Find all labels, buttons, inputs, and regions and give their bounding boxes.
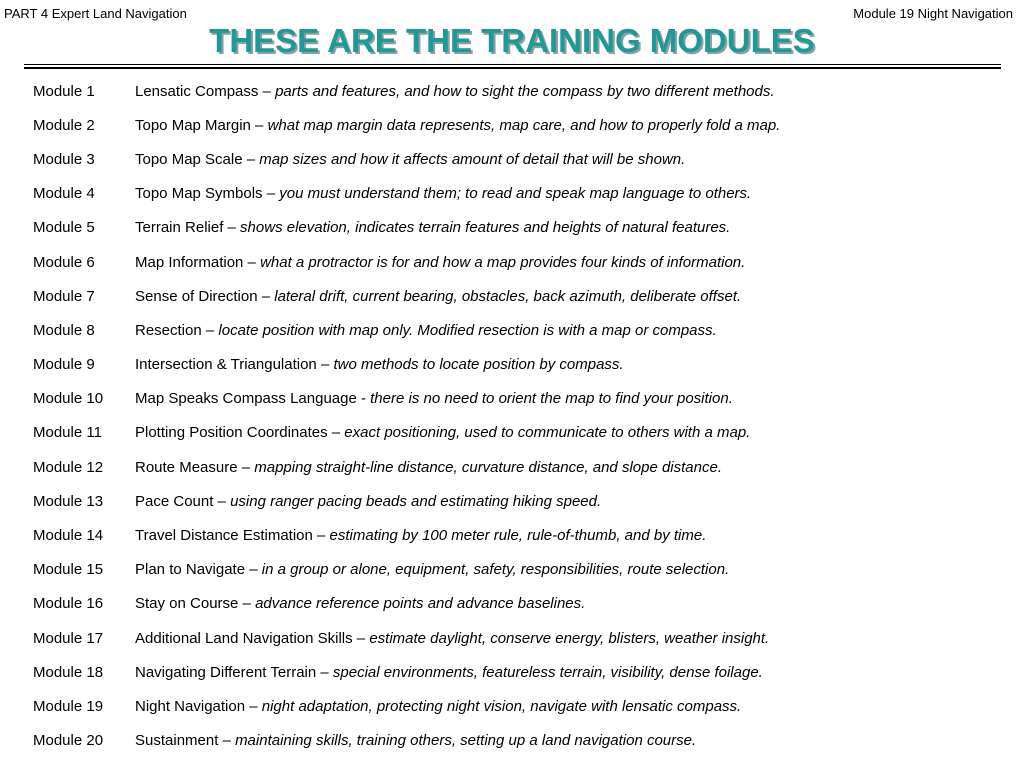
module-description: what a protractor is for and how a map provides four kinds of information. bbox=[260, 253, 746, 271]
module-name: Plan to Navigate – bbox=[135, 561, 262, 579]
module-text bbox=[135, 151, 685, 168]
module-number: Module 5 bbox=[33, 219, 95, 237]
module-text bbox=[135, 424, 750, 441]
module-row bbox=[33, 142, 780, 176]
module-description: you must understand them; to read and speak map language to others. bbox=[279, 185, 752, 203]
module-row bbox=[33, 74, 780, 108]
module-text bbox=[135, 493, 601, 510]
module-description: night adaptation, protecting night vision, navigate with lensatic compass. bbox=[261, 697, 742, 715]
module-list bbox=[33, 74, 780, 758]
module-name: Topo Map Symbols – bbox=[135, 185, 280, 203]
module-row bbox=[33, 587, 780, 621]
page-title: THESE ARE THE TRAINING MODULES bbox=[209, 22, 815, 59]
module-text bbox=[135, 459, 722, 476]
module-number: Module 6 bbox=[33, 253, 95, 271]
module-description: exact positioning, used to communicate to others with a map. bbox=[344, 424, 751, 442]
module-text bbox=[135, 630, 769, 647]
module-number: Module 18 bbox=[33, 663, 104, 681]
title-divider-thick bbox=[24, 67, 1001, 69]
module-number: Module 16 bbox=[33, 595, 104, 613]
module-text bbox=[135, 356, 624, 373]
module-text bbox=[135, 698, 741, 715]
module-row bbox=[33, 553, 780, 587]
module-name: Terrain Relief – bbox=[135, 219, 241, 237]
module-text bbox=[135, 322, 717, 339]
module-description: using ranger pacing beads and estimating hiking speed. bbox=[230, 492, 602, 510]
module-description: parts and features, and how to sight the compass by two different methods. bbox=[275, 82, 775, 100]
module-text bbox=[135, 117, 780, 134]
module-description: there is no need to orient the map to find your position. bbox=[370, 390, 733, 408]
module-number: Module 4 bbox=[33, 185, 95, 203]
module-description: special environments, featureless terrain, visibility, dense foilage. bbox=[332, 663, 763, 681]
module-text bbox=[135, 288, 741, 305]
module-number: Module 10 bbox=[33, 390, 104, 408]
module-description: in a group or alone, equipment, safety, responsibilities, route selection. bbox=[261, 561, 730, 579]
module-number: Module 1 bbox=[33, 82, 95, 100]
module-name: Topo Map Scale – bbox=[135, 150, 260, 168]
module-row bbox=[33, 279, 780, 313]
module-text bbox=[135, 185, 751, 202]
module-row bbox=[33, 484, 780, 518]
module-name: Resection – bbox=[135, 321, 219, 339]
module-text bbox=[135, 732, 696, 749]
module-row bbox=[33, 211, 780, 245]
module-row bbox=[33, 621, 780, 655]
module-number: Module 14 bbox=[33, 527, 104, 545]
module-text bbox=[135, 527, 706, 544]
module-description: advance reference points and advance baselines. bbox=[255, 595, 586, 613]
module-description: map sizes and how it affects amount of detail that will be shown. bbox=[259, 150, 686, 168]
module-name: Sustainment – bbox=[135, 732, 236, 750]
module-row bbox=[33, 518, 780, 552]
module-name: Lensatic Compass – bbox=[135, 82, 276, 100]
module-number: Module 19 bbox=[33, 697, 104, 715]
module-row bbox=[33, 108, 780, 142]
module-row bbox=[33, 689, 780, 723]
module-number: Module 8 bbox=[33, 321, 95, 339]
module-text bbox=[135, 254, 745, 271]
module-description: what map margin data represents, map care, and how to properly fold a map. bbox=[267, 116, 781, 134]
module-text bbox=[135, 83, 775, 100]
module-number: Module 7 bbox=[33, 287, 95, 305]
module-row bbox=[33, 382, 780, 416]
module-name: Topo Map Margin – bbox=[135, 116, 268, 134]
module-text bbox=[135, 595, 585, 612]
module-number: Module 15 bbox=[33, 561, 104, 579]
title-divider-thin bbox=[24, 64, 1001, 65]
module-name: Night Navigation – bbox=[135, 697, 262, 715]
module-text bbox=[135, 561, 729, 578]
module-row bbox=[33, 655, 780, 689]
module-description: mapping straight-line distance, curvature distance, and slope distance. bbox=[254, 458, 723, 476]
module-number: Module 17 bbox=[33, 629, 104, 647]
module-number: Module 12 bbox=[33, 458, 104, 476]
module-description: estimate daylight, conserve energy, blisters, weather insight. bbox=[369, 629, 770, 647]
module-name: Additional Land Navigation Skills – bbox=[135, 629, 370, 647]
module-number: Module 20 bbox=[33, 732, 104, 750]
module-description: estimating by 100 meter rule, rule-of-thumb, and by time. bbox=[329, 527, 707, 545]
module-number: Module 3 bbox=[33, 150, 95, 168]
module-row bbox=[33, 724, 780, 758]
module-name: Sense of Direction – bbox=[135, 287, 275, 305]
header-left-text: PART 4 Expert Land Navigation bbox=[4, 6, 187, 21]
module-name: Stay on Course – bbox=[135, 595, 256, 613]
module-text bbox=[135, 219, 730, 236]
module-name: Map Information – bbox=[135, 253, 261, 271]
module-row bbox=[33, 177, 780, 211]
module-name: Route Measure – bbox=[135, 458, 255, 476]
module-number: Module 9 bbox=[33, 356, 95, 374]
module-description: locate position with map only. Modified resection is with a map or compass. bbox=[218, 321, 717, 339]
module-name: Intersection & Triangulation – bbox=[135, 356, 334, 374]
module-name: Map Speaks Compass Language - bbox=[135, 390, 371, 408]
module-name: Pace Count – bbox=[135, 492, 231, 510]
module-row bbox=[33, 348, 780, 382]
module-name: Navigating Different Terrain – bbox=[135, 663, 333, 681]
module-text bbox=[135, 390, 733, 407]
module-row bbox=[33, 245, 780, 279]
module-description: lateral drift, current bearing, obstacles, back azimuth, deliberate offset. bbox=[274, 287, 742, 305]
module-description: maintaining skills, training others, setting up a land navigation course. bbox=[235, 732, 697, 750]
module-name: Plotting Position Coordinates – bbox=[135, 424, 345, 442]
module-name: Travel Distance Estimation – bbox=[135, 527, 330, 545]
module-row bbox=[33, 416, 780, 450]
module-row bbox=[33, 450, 780, 484]
module-row bbox=[33, 313, 780, 347]
header-right-text: Module 19 Night Navigation bbox=[853, 6, 1013, 21]
module-text bbox=[135, 664, 763, 681]
module-number: Module 2 bbox=[33, 116, 95, 134]
module-number: Module 11 bbox=[33, 424, 102, 442]
module-number: Module 13 bbox=[33, 492, 104, 510]
module-description: shows elevation, indicates terrain features and heights of natural features. bbox=[240, 219, 731, 237]
module-description: two methods to locate position by compass. bbox=[333, 356, 624, 374]
